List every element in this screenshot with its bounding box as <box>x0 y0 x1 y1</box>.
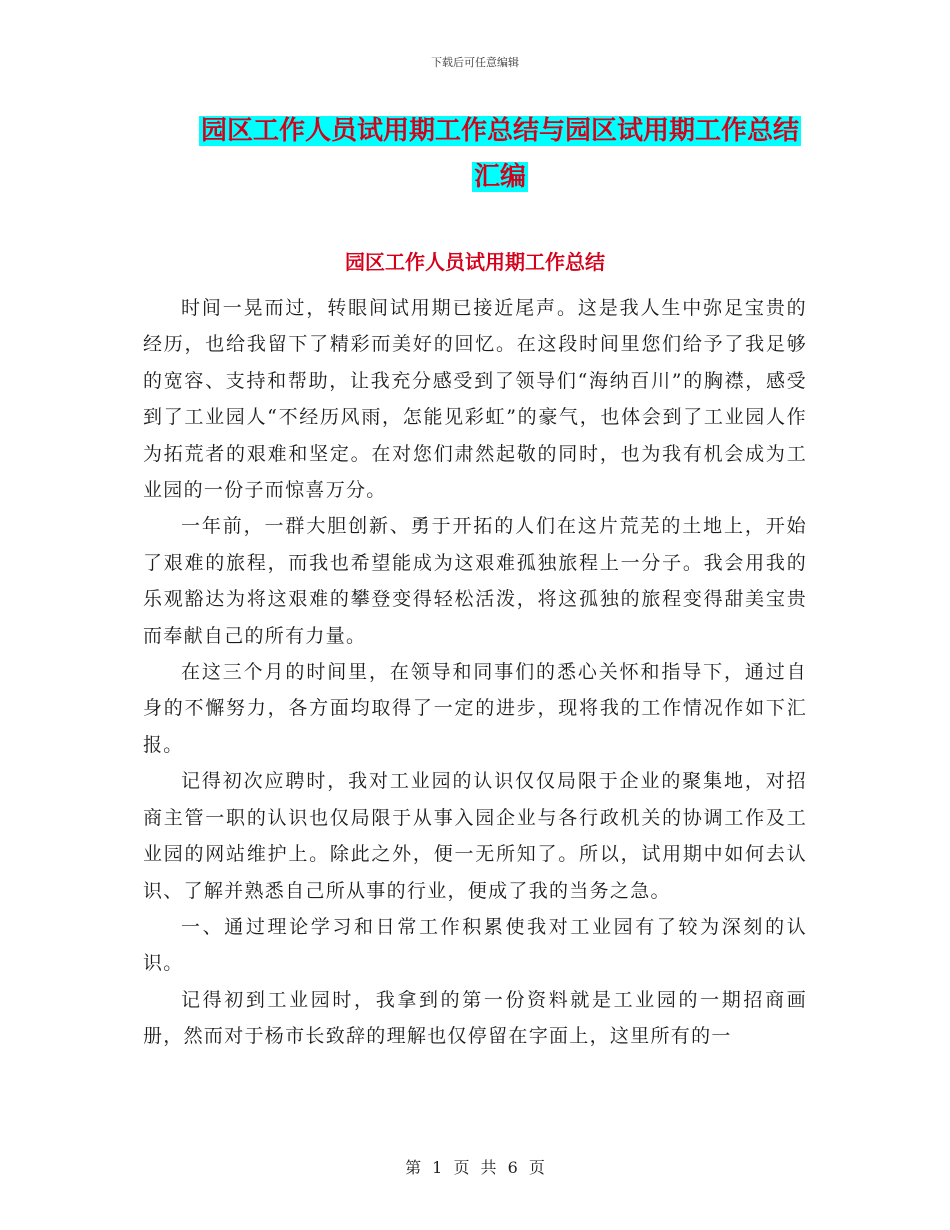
section-title: 园区工作人员试用期工作总结 <box>345 250 605 274</box>
document-title-line-1: 园区工作人员试用期工作总结与园区试用期工作总结 <box>200 116 799 146</box>
header-note: 下载后可任意编辑 <box>431 56 519 69</box>
paragraph: 记得初到工业园时，我拿到的第一份资料就是工业园的一期招商画册，然而对于杨市长致辞的理解也仅停留在字面上，这里所有的一 <box>143 988 807 1048</box>
paragraph: 在这三个月的时间里，在领导和同事们的悉心关怀和指导下，通过自身的不懈努力，各方面均取得了一定的进步，现将我的工作情况作如下汇报。 <box>143 661 807 756</box>
paragraph: 一、通过理论学习和日常工作积累使我对工业园有了较为深刻的认识。 <box>143 915 807 975</box>
paragraph: 一年前，一群大胆创新、勇于开拓的人们在这片荒芜的土地上，开始了艰难的旅程，而我也希望能成为这艰难孤独旅程上一分子。我会用我的乐观豁达为将这艰难的攀登变得轻松活泼，将这孤独的旅程变得甜美宝贵而奉献自己的所有力量。 <box>143 515 807 647</box>
document-title-line-2: 汇编 <box>473 162 526 192</box>
document-title <box>150 108 850 200</box>
paragraph: 时间一晃而过，转眼间试用期已接近尾声。这是我人生中弥足宝贵的经历，也给我留下了精彩而美好的回忆。在这段时间里您们给予了我足够的宽容、支持和帮助，让我充分感受到了领导们“海纳百川”的胸襟，感受到了工业园人“不经历风雨，怎能见彩虹”的豪气，也体会到了工业园人作为拓荒者的艰难和坚定。在对您们肃然起敬的同时，也为我有机会成为工业园的一份子而惊喜万分。 <box>143 297 807 502</box>
paragraph: 记得初次应聘时，我对工业园的认识仅仅局限于企业的聚集地，对招商主管一职的认识也仅局限于从事入园企业与各行政机关的协调工作及工业园的网站维护上。除此之外，便一无所知了。所以，试用期中如何去认识、了解并熟悉自己所从事的行业，便成了我的当务之急。 <box>143 770 807 902</box>
document-body <box>143 290 807 1055</box>
page-number: 第 1 页 共 6 页 <box>405 1158 545 1177</box>
